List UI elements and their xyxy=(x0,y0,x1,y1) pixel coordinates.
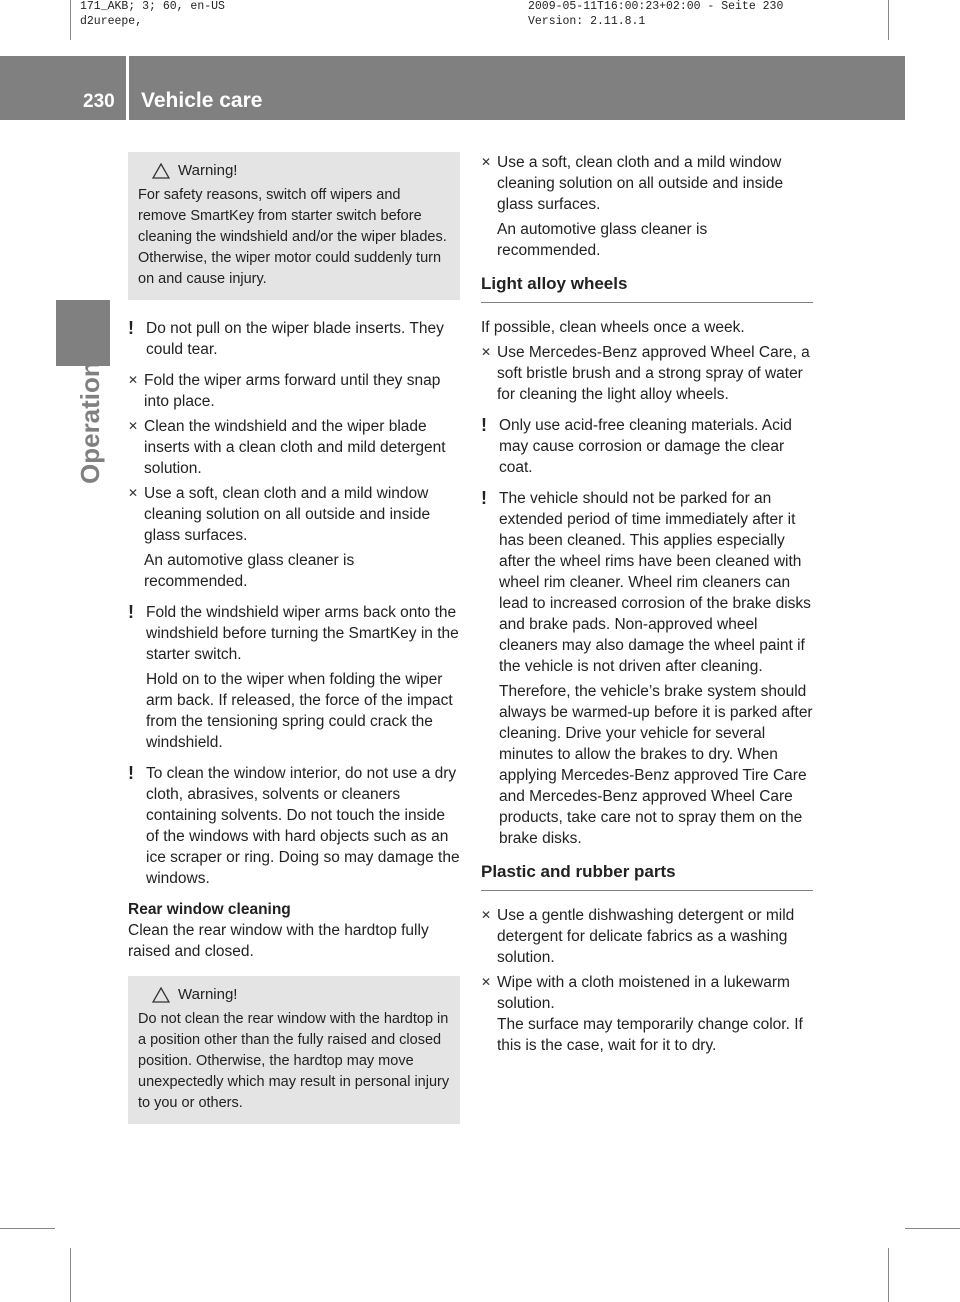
warning-triangle-icon xyxy=(152,163,170,179)
exclamation-icon: ! xyxy=(128,602,134,622)
notice xyxy=(128,763,460,889)
list-item-text: Clean the windshield and the wiper blade inserts with a clean cloth and mild detergent solution. xyxy=(144,418,446,477)
page-number: 230 xyxy=(83,91,115,112)
meta-line: 2009-05-11T16:00:23+02:00 - Seite 230 xyxy=(528,0,784,13)
list-item xyxy=(128,483,460,546)
list-item-note: An automotive glass cleaner is recommended. xyxy=(144,552,355,590)
list-item-text: Fold the wiper arms forward until they snap into place. xyxy=(144,372,441,410)
section-heading: Light alloy wheels xyxy=(481,273,813,303)
list-item xyxy=(481,152,813,215)
page-header xyxy=(0,56,905,120)
bullet-arrow-icon: ✕ xyxy=(481,155,492,169)
bullet-arrow-icon: ✕ xyxy=(481,908,492,922)
list-item xyxy=(128,416,460,479)
warning-box xyxy=(128,976,460,1124)
subheading: Rear window cleaning xyxy=(128,901,291,918)
notice-text: Only use acid-free cleaning materials. Acid may cause corrosion or damage the clear coat. xyxy=(499,417,792,476)
bullet-arrow-icon: ✕ xyxy=(481,975,492,989)
print-metadata-left xyxy=(80,0,225,29)
notice-continuation: Therefore, the vehicle’s brake system should always be warmed-up before it is parked after cleaning. Drive your vehicle for several minutes to allow the brakes to dry. When applying Mercedes-Benz approved Tire Care and Mercedes-Benz approved Wheel Care products, take care not to spray them on the brake disks. xyxy=(499,683,813,847)
list-item-note: The surface may temporarily change color. If this is the case, wait for it to dry. xyxy=(497,1016,803,1054)
list-item xyxy=(481,342,813,405)
crop-mark xyxy=(0,1228,55,1229)
meta-line: d2ureepe, xyxy=(80,14,143,28)
warning-text: For safety reasons, switch off wipers and remove SmartKey from starter switch before cleaning the windshield and/or the wiper blades. Otherwise, the wiper motor could suddenly turn on and cause injury. xyxy=(138,187,447,287)
meta-line: Version: 2.11.8.1 xyxy=(528,14,646,28)
exclamation-icon: ! xyxy=(128,763,134,783)
list-item-text: Use a soft, clean cloth and a mild window cleaning solution on all outside and inside glass surfaces. xyxy=(144,485,431,544)
paragraph: If possible, clean wheels once a week. xyxy=(481,319,745,336)
warning-title: Warning! xyxy=(178,162,238,179)
left-column xyxy=(128,152,460,1142)
crop-mark xyxy=(888,1248,889,1302)
notice-text: The vehicle should not be parked for an extended period of time immediately after it has been cleaned. This applies especially after the wheel rims have been cleaned with wheel rim cleaner. Wheel rim cleaners can lead to increased corrosion of the brake disks and brake pads. Non-approved wheel cleaners may also damage the wheel paint if the vehicle is not driven after cleaning. xyxy=(499,490,811,675)
warning-heading xyxy=(152,984,450,1005)
bullet-arrow-icon: ✕ xyxy=(128,373,139,387)
notice-text: To clean the window interior, do not use a dry cloth, abrasives, solvents or cleaners containing solvents. Do not touch the inside of the windows with hard objects such as an ice scraper or ring. Doing so may damage the windows. xyxy=(146,765,460,887)
list-item-text: Use Mercedes-Benz approved Wheel Care, a soft bristle brush and a strong spray of water for cleaning the light alloy wheels. xyxy=(497,344,810,403)
notice-continuation: Hold on to the wiper when folding the wiper arm back. If released, the force of the impact from the tensioning spring could crack the windshield. xyxy=(146,671,453,751)
chapter-label: Operation xyxy=(75,361,105,484)
bullet-arrow-icon: ✕ xyxy=(128,419,139,433)
list-item-text: Use a soft, clean cloth and a mild window cleaning solution on all outside and inside glass surfaces. xyxy=(497,154,784,213)
notice xyxy=(481,488,813,677)
list-item-text: Wipe with a cloth moistened in a lukewarm solution. xyxy=(497,974,790,1012)
exclamation-icon: ! xyxy=(481,488,487,508)
header-divider xyxy=(126,56,129,120)
list-item xyxy=(128,370,460,412)
crop-mark xyxy=(70,1248,71,1302)
paragraph: Clean the rear window with the hardtop fully raised and closed. xyxy=(128,922,429,960)
notice xyxy=(481,415,813,478)
exclamation-icon: ! xyxy=(128,318,134,338)
right-column xyxy=(481,152,813,1066)
crop-mark xyxy=(888,0,889,40)
warning-box xyxy=(128,152,460,300)
notice-text: Do not pull on the wiper blade inserts. They could tear. xyxy=(146,320,444,358)
bullet-arrow-icon: ✕ xyxy=(128,486,139,500)
exclamation-icon: ! xyxy=(481,415,487,435)
crop-mark xyxy=(905,1228,960,1229)
list-item xyxy=(481,972,813,1014)
meta-line: 171_AKB; 3; 60, en-US xyxy=(80,0,225,13)
bullet-arrow-icon: ✕ xyxy=(481,345,492,359)
warning-heading xyxy=(152,160,450,181)
warning-triangle-icon xyxy=(152,987,170,1003)
section-heading: Plastic and rubber parts xyxy=(481,861,813,891)
print-metadata-right xyxy=(528,0,783,29)
warning-title: Warning! xyxy=(178,986,238,1003)
list-item-note: An automotive glass cleaner is recommended. xyxy=(497,221,708,259)
page-title: Vehicle care xyxy=(141,89,263,112)
list-item-text: Use a gentle dishwashing detergent or mild detergent for delicate fabrics as a washing solution. xyxy=(497,907,795,966)
notice xyxy=(128,318,460,360)
crop-mark xyxy=(70,0,71,40)
notice xyxy=(128,602,460,665)
notice-text: Fold the windshield wiper arms back onto the windshield before turning the SmartKey in the starter switch. xyxy=(146,604,459,663)
warning-text: Do not clean the rear window with the hardtop in a position other than the fully raised and closed position. Otherwise, the hardtop may move unexpectedly which may result in personal injury to you or others. xyxy=(138,1011,450,1111)
list-item xyxy=(481,905,813,968)
